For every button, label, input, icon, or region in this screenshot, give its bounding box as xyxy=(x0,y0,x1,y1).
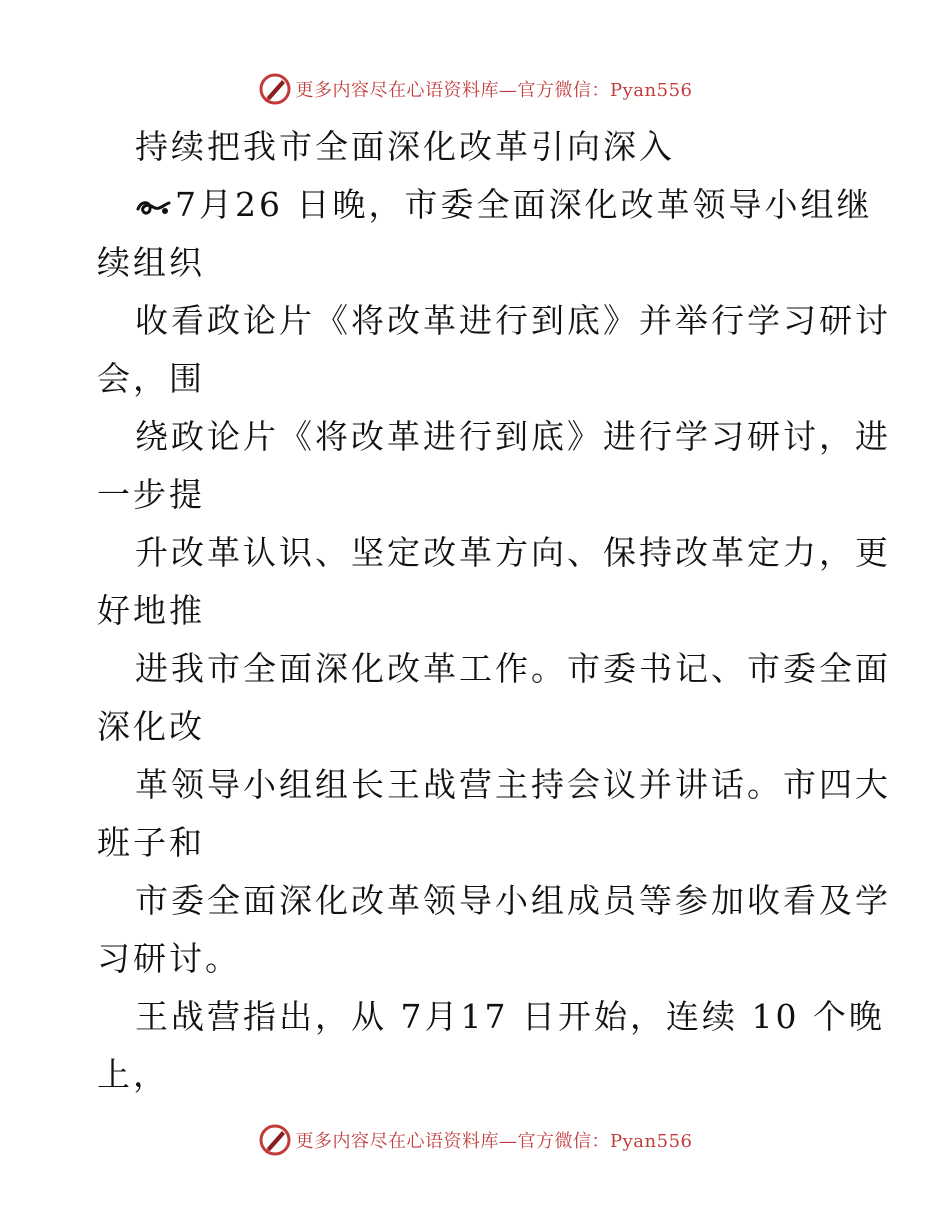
text-line: 王战营指出，从 7月17 日开始，连续 10 个晚 xyxy=(135,997,885,1036)
logo-icon xyxy=(258,1123,292,1157)
text-line: 好地推 xyxy=(97,591,205,630)
text-line: 升改革认识、坚定改革方向、保持改革定力，更 xyxy=(135,533,891,572)
watermark-wechat-label: 官方微信： xyxy=(517,1131,611,1152)
text-line: 习研讨。 xyxy=(97,939,241,978)
text-line: 进我市全面深化改革工作。市委书记、市委全面 xyxy=(135,649,891,688)
text-line xyxy=(135,185,872,225)
text-line: 持续把我市全面深化改革引向深入 xyxy=(135,127,675,166)
text-line: 会，围 xyxy=(97,359,205,398)
watermark-site: 更多内容尽在心语资料库 xyxy=(295,1131,500,1152)
watermark-site: 更多内容尽在心语资料库 xyxy=(295,80,500,101)
text-line: 革领导小组组长王战营主持会议并讲话。市四大 xyxy=(135,765,891,804)
text-line: 一步提 xyxy=(97,475,205,514)
ornament-icon xyxy=(135,193,173,219)
watermark-text xyxy=(296,1127,693,1153)
text-line: 深化改 xyxy=(97,707,205,746)
text-line: 绕政论片《将改革进行到底》进行学习研讨，进 xyxy=(135,417,891,456)
text-line: 上， xyxy=(97,1055,169,1094)
watermark-separator: — xyxy=(499,1131,518,1152)
watermark-wechat-id: Pyan556 xyxy=(610,80,693,101)
watermark-wechat-id: Pyan556 xyxy=(610,1131,693,1152)
watermark-wechat-label: 官方微信： xyxy=(517,80,611,101)
text-line: 班子和 xyxy=(97,823,205,862)
footer-watermark xyxy=(0,1120,950,1160)
text-line-content: 7月26 日晚，市委全面深化改革领导小组继 xyxy=(175,185,873,224)
text-line: 市委全面深化改革领导小组成员等参加收看及学 xyxy=(135,881,891,920)
text-line: 收看政论片《将改革进行到底》并举行学习研讨 xyxy=(135,301,891,340)
text-line: 续组织 xyxy=(97,243,205,282)
watermark-separator: — xyxy=(499,80,518,101)
